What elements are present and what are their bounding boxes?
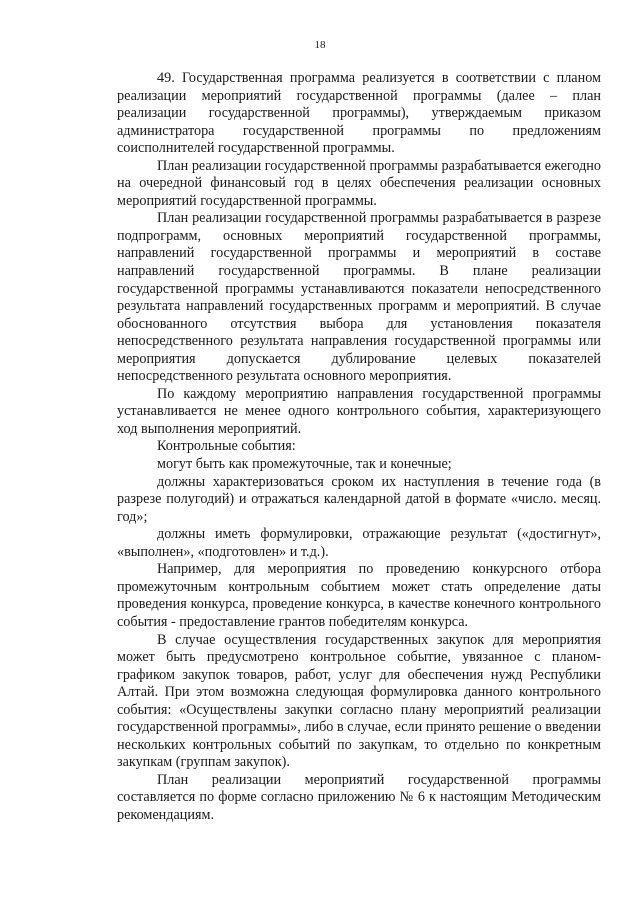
paragraph: могут быть как промежуточные, так и конечные; [157,456,452,473]
paragraph: В случае осуществления государственных закупок для мероприятия может быть предусмотрено контрольное событие, увязанное с планом-графиком закупок товаров, работ, услуг для обеспечения нужд Республики Алтай. При этом возможна следующая формулировка данного контрольного события: «Осуществлены закупки согласно плану мероприятий реализации государственной программы», либо в случае, если принято решение о введении нескольких контрольных событий по закупкам, то отдельно по конкретным закупкам (группам закупок). [117,631,601,771]
paragraph: должны иметь формулировки, отражающие результат («достигнут», «выполнен», «подготовлен» и т.д.). [117,526,601,560]
paragraph: Например, для мероприятия по проведению конкурсного отбора промежуточным контрольным событием может стать определение даты проведения конкурса, проведение конкурса, в качестве конечного контрольного события - предоставление грантов победителям конкурса. [117,561,601,630]
paragraph: По каждому мероприятию направления государственной программы устанавливается не менее одного контрольного события, характеризующего ход выполнения мероприятий. [117,385,601,437]
paragraph: План реализации мероприятий государственной программы составляется по форме согласно приложению № 6 к настоящим Методическим рекомендациям. [117,771,601,823]
paragraph: Контрольные события: [157,438,296,455]
body-text [117,70,601,825]
paragraph: 49. Государственная программа реализуется в соответствии с планом реализации мероприятий государственной программы (далее – план реализации государственной программы), утверждаемым приказом администратора государственной программы по предложениям соисполнителей государственной программы. [117,70,601,157]
paragraph: План реализации государственной программы разрабатывается ежегодно на очередной финансовый год в целях обеспечения реализации основных мероприятий государственной программы. [117,157,601,209]
paragraph: План реализации государственной программы разрабатывается в разрезе подпрограмм, основных мероприятий государственной программы, направлений государственной программы и мероприятий в составе направлений государственной программы. В плане реализации государственной программы устанавливаются показатели непосредственного результата направлений государственных программ и мероприятий. В случае обоснованного отсутствия выбора для установления показателя непосредственного результата направления государственной программы или мероприятия допускается дублирование целевых показателей непосредственного результата основного мероприятия. [117,210,601,385]
paragraph: должны характеризоваться сроком их наступления в течение года (в разрезе полугодий) и отражаться календарной датой в формате «число. месяц. год»; [117,473,601,525]
page-number: 18 [314,39,326,51]
